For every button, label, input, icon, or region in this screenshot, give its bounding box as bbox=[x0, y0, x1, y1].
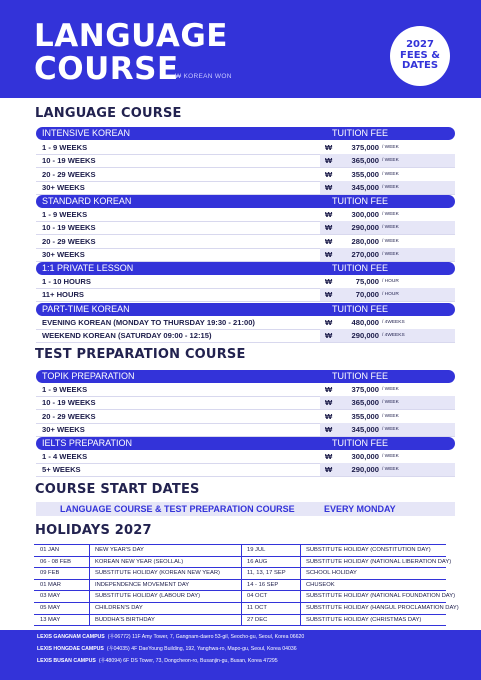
table-divider bbox=[241, 544, 242, 625]
fee-amount: 75,000 bbox=[355, 277, 379, 286]
fee-row bbox=[36, 288, 455, 301]
fee-row bbox=[36, 396, 455, 409]
table-title: PART-TIME KOREAN bbox=[42, 304, 130, 314]
fee-unit: / WEEK bbox=[382, 171, 399, 177]
footer-campuses bbox=[0, 630, 481, 680]
holiday-name: INDEPENDENCE MOVEMENT DAY bbox=[95, 581, 190, 588]
section-title-holidays: HOLIDAYS 2027 bbox=[35, 523, 152, 538]
fee-amount: 375,000 bbox=[351, 143, 379, 152]
holiday-name: BUDDHA'S BIRTHDAY bbox=[95, 616, 155, 623]
fee-amount: 355,000 bbox=[351, 411, 379, 421]
table-header-ielts bbox=[36, 437, 455, 450]
fee-unit: / WEEK bbox=[382, 158, 399, 164]
holiday-date: 04 OCT bbox=[247, 593, 268, 600]
badge-dates: DATES bbox=[401, 60, 439, 72]
holiday-name: SUBSTITUTE HOLIDAY (NATIONAL LIBERATION DAY) bbox=[306, 558, 452, 565]
fee-unit: / WEEK bbox=[382, 252, 399, 258]
start-dates-course: LANGUAGE COURSE & TEST PREPARATION COURSE bbox=[60, 504, 295, 514]
table-title: INTENSIVE KOREAN bbox=[42, 128, 131, 138]
holiday-name: NEW YEAR'S DAY bbox=[95, 547, 144, 553]
won-symbol: ₩ bbox=[325, 452, 333, 461]
campus-address: (우48094) 6F DS Tower, 73, Dongcheon-ro, Busanjin-gu, Busan, Korea 47295 bbox=[98, 658, 278, 664]
fee-unit: / WEEK bbox=[382, 185, 399, 191]
fee-row-label: 10 - 19 WEEKS bbox=[42, 398, 96, 408]
start-dates-when: EVERY MONDAY bbox=[324, 504, 396, 514]
fee-unit: / WEEK bbox=[382, 145, 399, 150]
holiday-name: CHILDREN'S DAY bbox=[95, 604, 143, 611]
holiday-date: 11, 13, 17 SEP bbox=[247, 570, 286, 577]
fee-row-label: 20 - 29 WEEKS bbox=[42, 236, 96, 246]
holiday-row bbox=[34, 591, 456, 603]
table-title: IELTS PREPARATION bbox=[42, 438, 133, 448]
row-divider bbox=[36, 342, 455, 343]
fee-amount: 290,000 bbox=[351, 331, 379, 341]
fee-row-label: 20 - 29 WEEKS bbox=[42, 411, 96, 421]
holiday-row bbox=[34, 545, 446, 557]
holiday-row bbox=[34, 615, 446, 627]
table-divider bbox=[300, 544, 301, 625]
holiday-row bbox=[34, 557, 452, 569]
fee-amount: 280,000 bbox=[351, 236, 379, 246]
won-symbol: ₩ bbox=[325, 210, 333, 219]
fee-unit: / 4WEEKS bbox=[382, 320, 405, 325]
campus-name: LEXIS BUSAN CAMPUS bbox=[37, 658, 96, 664]
fee-amount: 365,000 bbox=[351, 156, 379, 166]
fee-row bbox=[36, 221, 455, 234]
fee-row bbox=[36, 423, 455, 436]
fee-row bbox=[36, 450, 455, 463]
holiday-date: 03 MAY bbox=[40, 593, 61, 600]
won-symbol: ₩ bbox=[325, 465, 333, 475]
won-symbol: ₩ bbox=[325, 398, 333, 408]
holiday-date: 01 JAN bbox=[40, 547, 60, 553]
won-symbol: ₩ bbox=[325, 425, 333, 435]
tuition-fee-label: TUITION FEE bbox=[332, 196, 388, 206]
holiday-name: SUBSTITUTE HOLIDAY (NATIONAL FOUNDATION DAY) bbox=[306, 593, 456, 600]
fee-row-label: 1 - 9 WEEKS bbox=[42, 210, 88, 219]
fee-row-label: 30+ WEEKS bbox=[42, 425, 85, 435]
fee-row-label: 10 - 19 WEEKS bbox=[42, 223, 96, 233]
table-title: TOPIK PREPARATION bbox=[42, 371, 135, 381]
fee-unit: / WEEK bbox=[382, 413, 399, 419]
fee-row bbox=[36, 275, 455, 288]
fee-row bbox=[36, 181, 455, 194]
fee-unit: / WEEK bbox=[382, 454, 399, 459]
row-divider bbox=[36, 261, 455, 262]
won-symbol: ₩ bbox=[325, 156, 333, 166]
title-line-2: COURSE bbox=[34, 51, 179, 87]
fee-row bbox=[36, 208, 455, 221]
holiday-date: 27 DEC bbox=[247, 616, 268, 623]
holiday-name: SUBSTITUTE HOLIDAY (LABOUR DAY) bbox=[95, 593, 201, 600]
row-divider bbox=[36, 436, 455, 437]
tuition-fee-label: TUITION FEE bbox=[332, 304, 388, 314]
table-header-topik bbox=[36, 370, 455, 383]
fee-amount: 375,000 bbox=[351, 385, 379, 394]
fee-row bbox=[36, 329, 455, 342]
won-symbol: ₩ bbox=[325, 331, 333, 341]
tuition-fee-label: TUITION FEE bbox=[332, 371, 388, 381]
won-symbol: ₩ bbox=[325, 223, 333, 233]
campus-address: (우06772) 11F Amy Tower, 7, Gangnam-daero 53-gil, Seocho-gu, Seoul, Korea 06620 bbox=[107, 634, 305, 640]
holiday-row bbox=[34, 568, 446, 580]
fee-amount: 270,000 bbox=[351, 250, 379, 260]
tuition-fee-label: TUITION FEE bbox=[332, 438, 388, 448]
fee-row-label: 5+ WEEKS bbox=[42, 465, 81, 475]
fee-row-label: 1 - 4 WEEKS bbox=[42, 452, 88, 461]
table-header-intensive bbox=[36, 127, 455, 140]
holiday-date: 19 JUL bbox=[247, 547, 266, 553]
fee-unit: / HOUR bbox=[382, 279, 399, 284]
holiday-date: 14 - 16 SEP bbox=[247, 581, 279, 588]
fee-row bbox=[36, 154, 455, 167]
won-symbol: ₩ bbox=[325, 411, 333, 421]
year-badge bbox=[390, 26, 450, 86]
campus-name: LEXIS HONGDAE CAMPUS bbox=[37, 646, 104, 652]
holiday-name: SUBSTITUTE HOLIDAY (HANGUL PROCLAMATION DAY) bbox=[306, 604, 459, 611]
holiday-row bbox=[34, 580, 446, 592]
fee-row-label: 20 - 29 WEEKS bbox=[42, 169, 96, 179]
holiday-name: SUBSTITUTE HOLIDAY (CHRISTMAS DAY) bbox=[306, 616, 422, 623]
section-title-test-prep: TEST PREPARATION COURSE bbox=[35, 347, 246, 362]
fee-row bbox=[36, 316, 455, 329]
won-symbol: ₩ bbox=[325, 290, 333, 300]
currency-note: ₩ KOREAN WON bbox=[175, 73, 232, 80]
campus-address: (우04035) 4F DaeYoung Building, 192, Yanghwa-ro, Mapo-gu, Seoul, Korea 04036 bbox=[106, 646, 297, 652]
holiday-date: 13 MAY bbox=[40, 616, 61, 623]
fee-amount: 300,000 bbox=[351, 452, 379, 461]
holiday-name: SUBSTITUTE HOLIDAY (CONSTITUTION DAY) bbox=[306, 547, 431, 553]
fee-amount: 355,000 bbox=[351, 169, 379, 179]
fee-row bbox=[36, 248, 455, 261]
table-header-parttime bbox=[36, 303, 455, 316]
campus-name: LEXIS GANGNAM CAMPUS bbox=[37, 634, 105, 640]
badge-fees: FEES & bbox=[400, 49, 440, 61]
table-header-standard bbox=[36, 195, 455, 208]
fee-row-label: 10 - 19 WEEKS bbox=[42, 156, 96, 166]
fee-row bbox=[36, 383, 455, 396]
fee-row-label: 11+ HOURS bbox=[42, 290, 84, 300]
holidays-table bbox=[34, 544, 459, 626]
start-dates-row bbox=[36, 502, 455, 516]
holiday-date: 11 OCT bbox=[247, 604, 267, 611]
fee-row bbox=[36, 410, 455, 423]
section-title-start-dates: COURSE START DATES bbox=[35, 482, 200, 497]
holiday-name: CHUSEOK bbox=[306, 581, 335, 588]
row-divider bbox=[36, 301, 455, 302]
holiday-date: 09 FEB bbox=[40, 570, 60, 577]
won-symbol: ₩ bbox=[325, 318, 333, 327]
fee-row-label: EVENING KOREAN (MONDAY TO THURSDAY 19:30 - 21:00) bbox=[42, 318, 255, 327]
table-title: STANDARD KOREAN bbox=[42, 196, 132, 206]
holiday-date: 01 MAR bbox=[40, 581, 61, 588]
fee-unit: / 4WEEKS bbox=[382, 333, 405, 339]
campus-address-line bbox=[37, 658, 278, 665]
header-banner bbox=[0, 0, 481, 98]
fee-row-label: 1 - 10 HOURS bbox=[42, 277, 91, 286]
row-divider bbox=[36, 476, 455, 477]
fee-unit: / WEEK bbox=[382, 400, 399, 406]
fee-unit: / WEEK bbox=[382, 427, 399, 433]
tuition-fee-label: TUITION FEE bbox=[332, 263, 388, 273]
holiday-name: KOREAN NEW YEAR (SEOLLAL) bbox=[95, 558, 184, 565]
fee-unit: / WEEK bbox=[382, 467, 399, 473]
holiday-row bbox=[34, 603, 459, 615]
won-symbol: ₩ bbox=[325, 250, 333, 260]
fee-unit: / WEEK bbox=[382, 212, 399, 217]
fee-row-label: 30+ WEEKS bbox=[42, 250, 85, 260]
holiday-name: SCHOOL HOLIDAY bbox=[306, 570, 357, 577]
badge-year: 2027 bbox=[406, 39, 434, 51]
fee-row bbox=[36, 141, 455, 154]
fee-row-label: WEEKEND KOREAN (SATURDAY 09:00 - 12:15) bbox=[42, 331, 212, 341]
won-symbol: ₩ bbox=[325, 385, 333, 394]
holiday-name: SUBSTITUTE HOLIDAY (KOREAN NEW YEAR) bbox=[95, 570, 220, 577]
tuition-fee-label: TUITION FEE bbox=[332, 128, 388, 138]
fee-row-label: 1 - 9 WEEKS bbox=[42, 385, 88, 394]
fee-amount: 70,000 bbox=[355, 290, 379, 300]
fee-amount: 345,000 bbox=[351, 425, 379, 435]
holiday-date: 16 AUG bbox=[247, 558, 268, 565]
table-divider bbox=[89, 544, 90, 625]
fee-unit: / WEEK bbox=[382, 238, 399, 244]
fee-amount: 480,000 bbox=[351, 318, 379, 327]
title-line-1: LANGUAGE bbox=[34, 18, 228, 54]
fee-amount: 365,000 bbox=[351, 398, 379, 408]
won-symbol: ₩ bbox=[325, 143, 333, 152]
campus-address-line bbox=[37, 634, 304, 641]
row-divider bbox=[36, 194, 455, 195]
won-symbol: ₩ bbox=[325, 277, 333, 286]
fee-amount: 290,000 bbox=[351, 223, 379, 233]
table-title: 1:1 PRIVATE LESSON bbox=[42, 263, 134, 273]
holiday-date: 05 MAY bbox=[40, 604, 61, 611]
holiday-date: 06 - 08 FEB bbox=[40, 558, 71, 565]
won-symbol: ₩ bbox=[325, 236, 333, 246]
won-symbol: ₩ bbox=[325, 169, 333, 179]
fee-row bbox=[36, 168, 455, 181]
fee-unit: / WEEK bbox=[382, 387, 399, 392]
fee-row-label: 1 - 9 WEEKS bbox=[42, 143, 88, 152]
fee-row-label: 30+ WEEKS bbox=[42, 183, 85, 193]
fee-row bbox=[36, 463, 455, 476]
fee-unit: / HOUR bbox=[382, 292, 399, 298]
table-header-private bbox=[36, 262, 455, 275]
fee-row bbox=[36, 235, 455, 248]
fee-amount: 345,000 bbox=[351, 183, 379, 193]
section-title-language-course: LANGUAGE COURSE bbox=[35, 106, 182, 121]
fee-unit: / WEEK bbox=[382, 225, 399, 231]
campus-address-line bbox=[37, 646, 297, 653]
fee-amount: 300,000 bbox=[351, 210, 379, 219]
won-symbol: ₩ bbox=[325, 183, 333, 193]
fee-amount: 290,000 bbox=[351, 465, 379, 475]
